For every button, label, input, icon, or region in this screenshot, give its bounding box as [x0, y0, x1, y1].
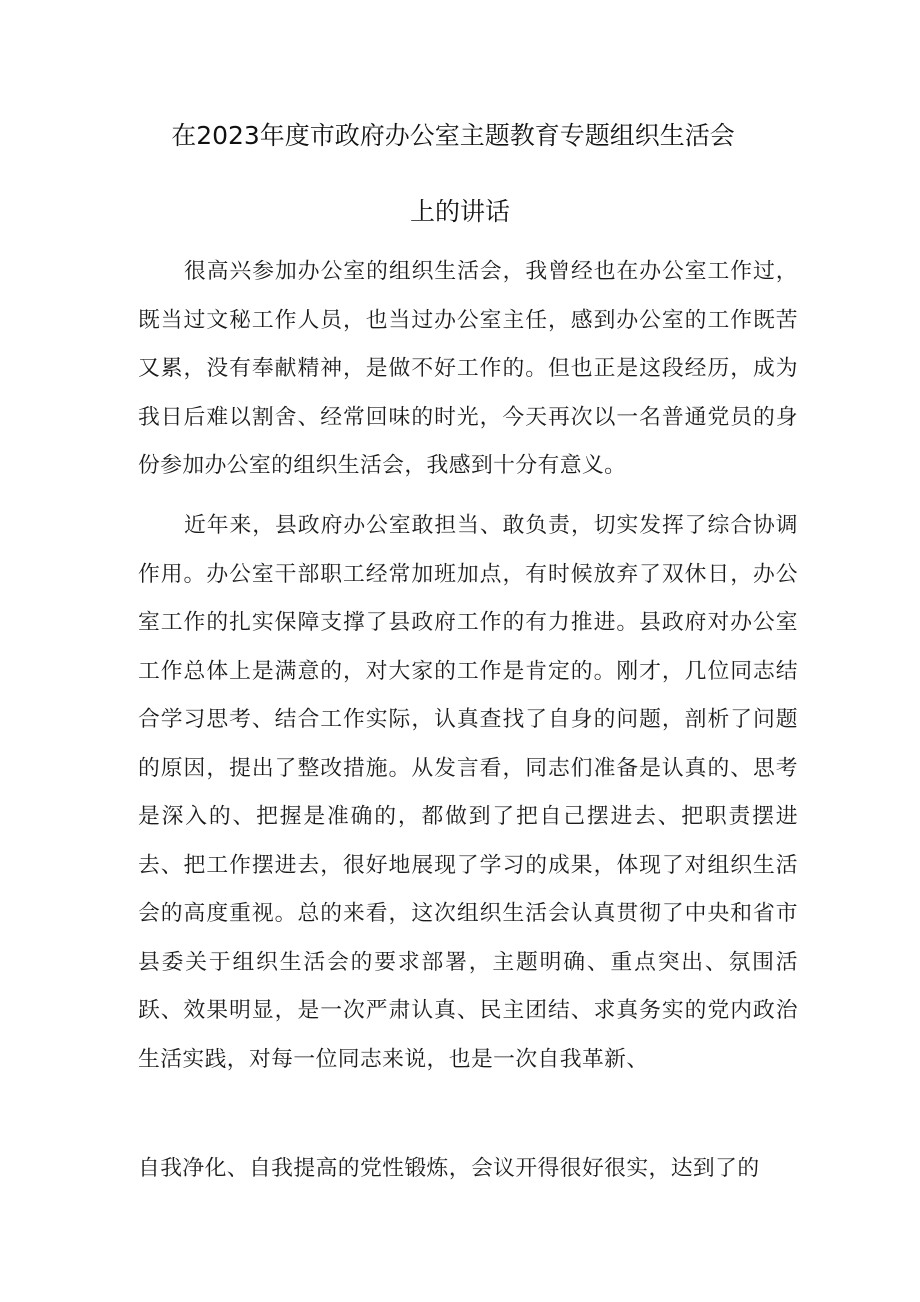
paragraph-2: 近年来，县政府办公室敢担当、敢负责，切实发挥了综合协调作用。办公室干部职工经常加班加点，有时候放弃了双休日，办公室工作的扎实保障支撑了县政府工作的有力推进。县政府对办公室工作总体上是满意的，对大家的工作是肯定的。刚才，几位同志结合学习思考、结合工作实际，认真查找了自身的问题，剖析了问题的原因，提出了整改措施。从发言看，同志们准备是认真的、思考是深入的、把握是准确的，都做到了把自己摆进去、把职责摆进去、把工作摆进去，很好地展现了学习的成果，体现了对组织生活会的高度重视。总的来看，这次组织生活会认真贯彻了中央和省市县委关于组织生活会的要求部署，主题明确、重点突出、氛围活跃、效果明显，是一次严肃认真、民主团结、求真务实的党内政治生活实践，对每一位同志来说，也是一次自我革新、 — [138, 513, 798, 1072]
paragraph-3: 自我净化、自我提高的党性锻炼，会议开得很好很实，达到了的 — [138, 1156, 760, 1181]
document-title-line-1: 在2023年度市政府办公室主题教育专题组织生活会 — [171, 121, 735, 150]
document-title-line-2: 上的讲话 — [409, 197, 510, 226]
paragraph-1: 很高兴参加办公室的组织生活会，我曾经也在办公室工作过，既当过文秘工作人员，也当过办公室主任，感到办公室的工作既苦又累，没有奉献精神，是做不好工作的。但也正是这段经历，成为我日后难以割舍、经常回味的时光，今天再次以一名普通党员的身份参加办公室的组织生活会，我感到十分有意义。 — [138, 259, 798, 478]
